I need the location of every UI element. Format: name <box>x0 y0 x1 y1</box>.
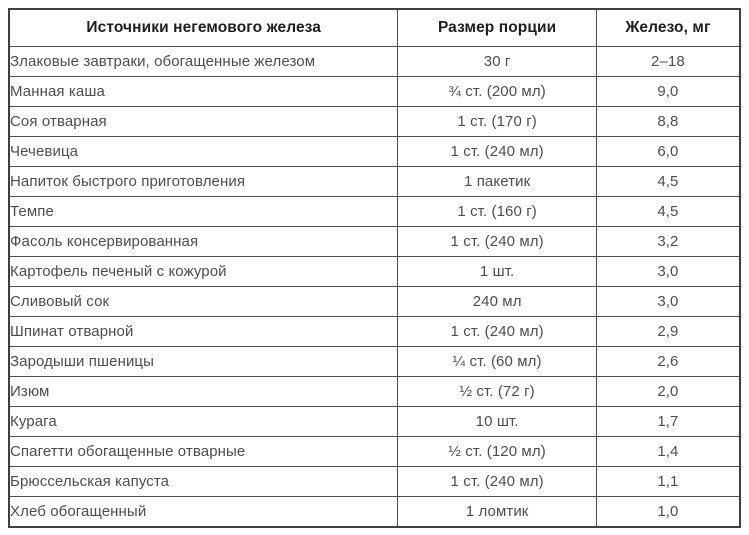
portion-cell: ¾ ст. (200 мл) <box>398 76 596 106</box>
table-row <box>9 376 740 406</box>
iron-cell: 1,1 <box>596 466 740 496</box>
iron-cell: 4,5 <box>596 196 740 226</box>
portion-cell: 1 ст. (240 мл) <box>398 226 596 256</box>
portion-cell: ¼ ст. (60 мл) <box>398 346 596 376</box>
iron-cell: 3,2 <box>596 226 740 256</box>
iron-cell: 2,9 <box>596 316 740 346</box>
source-cell: Напиток быстрого приготовления <box>9 166 398 196</box>
portion-cell: 240 мл <box>398 286 596 316</box>
source-cell: Шпинат отварной <box>9 316 398 346</box>
table-row <box>9 316 740 346</box>
table-header <box>9 9 740 47</box>
source-cell: Спагетти обогащенные отварные <box>9 436 398 466</box>
source-cell: Соя отварная <box>9 106 398 136</box>
source-cell: Зародыши пшеницы <box>9 346 398 376</box>
table-row <box>9 196 740 226</box>
source-cell: Манная каша <box>9 76 398 106</box>
portion-cell: ½ ст. (120 мл) <box>398 436 596 466</box>
source-cell: Сливовый сок <box>9 286 398 316</box>
iron-cell: 4,5 <box>596 166 740 196</box>
header-portion: Размер порции <box>398 9 596 47</box>
iron-cell: 1,0 <box>596 496 740 527</box>
iron-cell: 9,0 <box>596 76 740 106</box>
iron-cell: 1,7 <box>596 406 740 436</box>
portion-cell: 1 ст. (240 мл) <box>398 466 596 496</box>
table-row <box>9 496 740 527</box>
iron-cell: 2,6 <box>596 346 740 376</box>
portion-cell: 1 ст. (240 мл) <box>398 136 596 166</box>
table-row <box>9 256 740 286</box>
table-row <box>9 166 740 196</box>
source-cell: Злаковые завтраки, обогащенные железом <box>9 47 398 77</box>
table-row <box>9 76 740 106</box>
source-cell: Курага <box>9 406 398 436</box>
source-cell: Фасоль консервированная <box>9 226 398 256</box>
portion-cell: 10 шт. <box>398 406 596 436</box>
source-cell: Темпе <box>9 196 398 226</box>
table-row <box>9 226 740 256</box>
source-cell: Картофель печеный с кожурой <box>9 256 398 286</box>
portion-cell: 30 г <box>398 47 596 77</box>
portion-cell: 1 пакетик <box>398 166 596 196</box>
portion-cell: 1 шт. <box>398 256 596 286</box>
table-row <box>9 346 740 376</box>
header-iron: Железо, мг <box>596 9 740 47</box>
source-cell: Брюссельская капуста <box>9 466 398 496</box>
portion-cell: 1 ст. (240 мл) <box>398 316 596 346</box>
portion-cell: ½ ст. (72 г) <box>398 376 596 406</box>
non-heme-iron-table <box>8 8 741 528</box>
table-row <box>9 436 740 466</box>
source-cell: Изюм <box>9 376 398 406</box>
iron-cell: 1,4 <box>596 436 740 466</box>
iron-cell: 3,0 <box>596 286 740 316</box>
iron-cell: 6,0 <box>596 136 740 166</box>
portion-cell: 1 ст. (170 г) <box>398 106 596 136</box>
table-row <box>9 406 740 436</box>
source-cell: Чечевица <box>9 136 398 166</box>
header-row <box>9 9 740 47</box>
iron-cell: 8,8 <box>596 106 740 136</box>
table-row <box>9 286 740 316</box>
iron-cell: 3,0 <box>596 256 740 286</box>
table-row <box>9 106 740 136</box>
table-row <box>9 47 740 77</box>
source-cell: Хлеб обогащенный <box>9 496 398 527</box>
table-body <box>9 47 740 528</box>
header-source: Источники негемового железа <box>9 9 398 47</box>
portion-cell: 1 ст. (160 г) <box>398 196 596 226</box>
portion-cell: 1 ломтик <box>398 496 596 527</box>
table-row <box>9 466 740 496</box>
table-row <box>9 136 740 166</box>
iron-cell: 2,0 <box>596 376 740 406</box>
iron-cell: 2–18 <box>596 47 740 77</box>
